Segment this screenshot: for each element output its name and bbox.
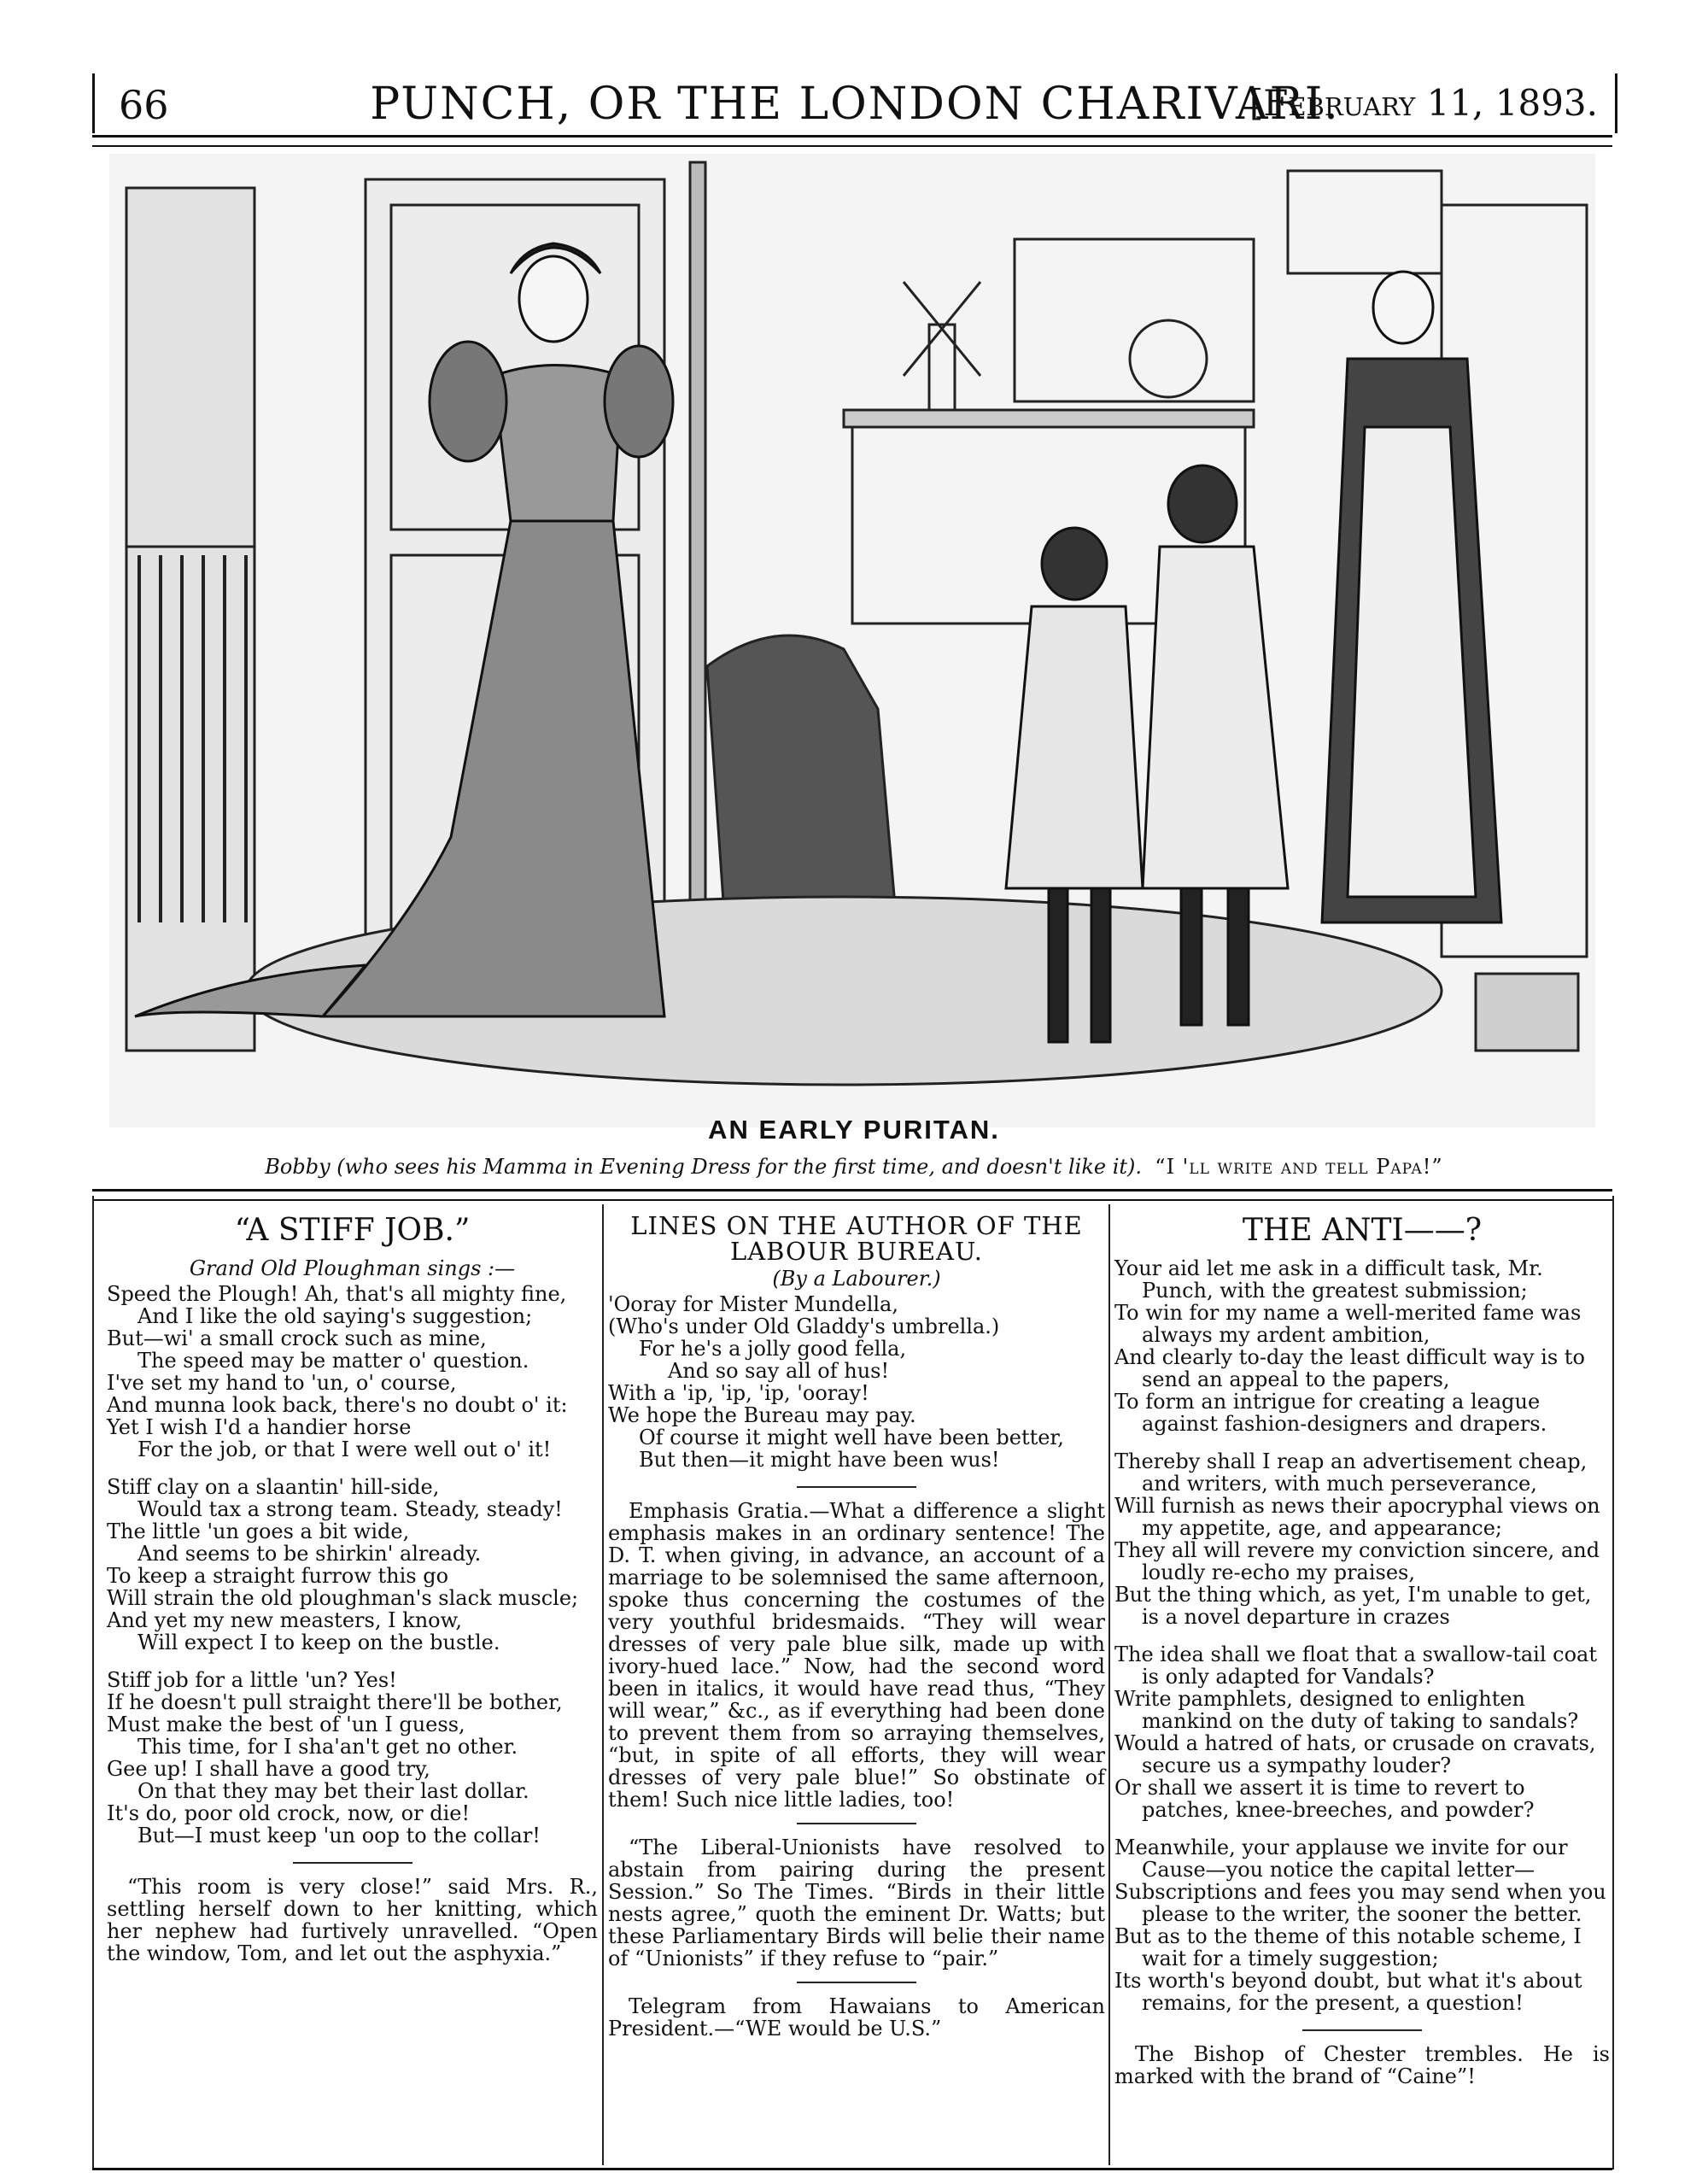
- verse-line: Will strain the old ploughman's slack muscle;: [107, 1586, 579, 1610]
- masthead: [92, 73, 1617, 133]
- page-bottom-rule: [92, 2168, 1612, 2174]
- outer-left-rule: [92, 1196, 94, 2169]
- columns-top-rule: [92, 1189, 1612, 1201]
- verse-line: I've set my hand to 'un, o' course,: [107, 1371, 457, 1395]
- stanza: [1114, 1643, 1610, 1821]
- section-separator: [1302, 2029, 1422, 2031]
- verse-line: Will expect I to keep on the bustle.: [137, 1631, 500, 1654]
- stanza: [1114, 1257, 1610, 1435]
- issue-date: [February 11, 1893.: [1249, 82, 1598, 124]
- verse-line: For he's a jolly good fella,: [639, 1337, 907, 1361]
- caption-quote: “I 'll write and tell Papa!”: [1155, 1155, 1443, 1179]
- verse-line: Meanwhile, your applause we invite for our Cause—you notice the capital letter—: [1114, 1836, 1568, 1882]
- cartoon-caption: [0, 1155, 1708, 1179]
- verse-line: Thereby shall I reap an advertisement cheap, and writers, with much perseverance,: [1114, 1449, 1588, 1496]
- verse-line: They all will revere my conviction sincere, and loudly re-echo my praises,: [1114, 1538, 1600, 1584]
- poem-subtitle: Grand Old Ploughman sings :—: [189, 1256, 516, 1280]
- verse-line: And so say all of hus!: [668, 1359, 890, 1383]
- section-separator: [293, 1862, 412, 1864]
- verse-line: Would a hatred of hats, or crusade on cravats, secure us a sympathy louder?: [1114, 1731, 1596, 1777]
- verse-line: Your aid let me ask in a difficult task, Mr. Punch, with the greatest submission;: [1114, 1256, 1543, 1303]
- verse-line: And munna look back, there's no doubt o' it:: [107, 1393, 568, 1417]
- verse-line: Gee up! I shall have a good try,: [107, 1757, 430, 1781]
- verse-line: And I like the old saying's suggestion;: [137, 1304, 533, 1328]
- verse-line: Stiff job for a little 'un? Yes!: [107, 1668, 397, 1692]
- verse-line: (Who's under Old Gladdy's umbrella.): [608, 1314, 1000, 1338]
- cartoon-illustration: [109, 154, 1595, 1127]
- anecdote-paragraph: “This room is very close!” said Mrs. R., settling herself down to her knitting, which her nephew had furtively unravelled. “Open the window, Tom, and let out the asphyxia.”: [107, 1875, 598, 1965]
- verse-line: Subscriptions and fees you may send when you please to the writer, the sooner the better.: [1114, 1880, 1606, 1926]
- poem-title-the-anti: THE ANTI——?: [1242, 1213, 1483, 1248]
- page-number: 66: [119, 82, 169, 128]
- verse-line: This time, for I sha'an't get no other.: [137, 1735, 518, 1759]
- publication-title: PUNCH, OR THE LONDON CHARIVARI.: [370, 79, 1340, 130]
- verse-line: Stiff clay on a slaantin' hill-side,: [107, 1475, 440, 1499]
- verse-line: We hope the Bureau may pay.: [608, 1403, 916, 1427]
- verse-line: Speed the Plough! Ah, that's all mighty fine,: [107, 1282, 567, 1306]
- stanza: [107, 1669, 598, 1847]
- verse-line: Must make the best of 'un I guess,: [107, 1713, 465, 1736]
- verse-line: To keep a straight furrow this go: [107, 1564, 449, 1588]
- verse-line: Yet I wish I'd a handier horse: [107, 1415, 412, 1439]
- stanza: [608, 1293, 1105, 1471]
- caption-italic: Bobby (who sees his Mamma in Evening Dress for the first time, and doesn't like it).: [265, 1155, 1143, 1179]
- verse-line: And seems to be shirkin' already.: [137, 1542, 482, 1566]
- column-rule-2: [1108, 1204, 1110, 2165]
- verse-line: And yet my new measters, I know,: [107, 1608, 462, 1632]
- section-separator: [797, 1486, 916, 1488]
- verse-line: The idea shall we float that a swallow-tail coat is only adapted for Vandals?: [1114, 1642, 1597, 1689]
- emphasis-gratia-paragraph: Emphasis Gratia.—What a difference a slight emphasis makes in an ordinary sentence! The D. T. when giving, in advance, an account of a marriage to be solemnised the same afternoon, spoke thus concerning the costumes of the very youthful bridesmaids. “They will wear dresses of very pale blue silk, made up with ivory-hued lace.” Now, had the second word been in italics, it would have read thus, “They will wear,” &c., as if everything had been done to prevent them from so arraying themselves, “but, in spite of all efforts, they will wear dresses of very pale blue!” So obstinate of them! Such nice little ladies, too!: [608, 1499, 1105, 1812]
- verse-line: Its worth's beyond doubt, but what it's about remains, for the present, a question!: [1114, 1969, 1582, 2015]
- verse-line: It's do, poor old crock, now, or die!: [107, 1801, 471, 1825]
- verse-line: But as to the theme of this notable scheme, I wait for a timely suggestion;: [1114, 1924, 1582, 1970]
- stanza: [107, 1283, 598, 1461]
- liberal-unionists-paragraph: “The Liberal-Unionists have resolved to abstain from pairing during the present Session.” So The Times. “Birds in their little nests agree,” quoth the eminent Dr. Watts; but these Parliamentary Birds will belie their name of “Unionists” if they refuse to “pair.”: [608, 1836, 1105, 1970]
- verse-line: But—wi' a small crock such as mine,: [107, 1326, 487, 1350]
- poem-title-stiff-job: “A STIFF JOB.”: [234, 1213, 471, 1248]
- verse-line: With a 'ip, 'ip, 'ip, 'ooray!: [608, 1381, 869, 1405]
- stanza: [1114, 1836, 1610, 2014]
- column-2: [608, 1213, 1105, 2040]
- verse-line: For the job, or that I were well out o' it!: [137, 1437, 552, 1461]
- verse-line: The speed may be matter o' question.: [137, 1349, 529, 1373]
- verse-line: But the thing which, as yet, I'm unable to get, is a novel departure in crazes: [1114, 1583, 1592, 1629]
- cartoon-title: AN EARLY PURITAN.: [708, 1115, 1000, 1145]
- outer-right-rule: [1612, 1196, 1614, 2169]
- verse-line: 'Ooray for Mister Mundella,: [608, 1292, 898, 1316]
- column-1: [107, 1213, 598, 1964]
- verse-line: Or shall we assert it is time to revert to patches, knee-breeches, and powder?: [1114, 1776, 1535, 1822]
- poem-title-labour-bureau: LINES ON THE AUTHOR OF THE LABOUR BUREAU.: [630, 1211, 1083, 1266]
- verse-line: And clearly to-day the least difficult way is to send an appeal to the papers,: [1114, 1345, 1585, 1391]
- verse-line: If he doesn't pull straight there'll be bother,: [107, 1690, 563, 1714]
- verse-line: To win for my name a well-merited fame was always my ardent ambition,: [1114, 1301, 1582, 1347]
- stanza: [1114, 1450, 1610, 1628]
- verse-line: But—I must keep 'un oop to the collar!: [137, 1824, 541, 1847]
- column-rule-1: [602, 1204, 604, 2165]
- poem-subtitle: (By a Labourer.): [772, 1267, 941, 1291]
- section-separator: [797, 1823, 916, 1824]
- section-separator: [797, 1982, 916, 1983]
- column-3: [1114, 1213, 1610, 2087]
- verse-line: Would tax a strong team. Steady, steady!: [137, 1497, 563, 1521]
- verse-line: Write pamphlets, designed to enlighten mankind on the duty of taking to sandals?: [1114, 1687, 1579, 1733]
- verse-line: The little 'un goes a bit wide,: [107, 1519, 410, 1543]
- stanza: [107, 1476, 598, 1654]
- verse-line: But then—it might have been wus!: [639, 1448, 1000, 1472]
- verse-line: Of course it might well have been better,: [639, 1426, 1064, 1449]
- masthead-rule: [92, 135, 1612, 147]
- verse-line: On that they may bet their last dollar.: [137, 1779, 529, 1803]
- verse-line: To form an intrigue for creating a league against fashion-designers and drapers.: [1114, 1390, 1547, 1436]
- bishop-paragraph: The Bishop of Chester trembles. He is marked with the brand of “Caine”!: [1114, 2042, 1610, 2088]
- verse-line: Will furnish as news their apocryphal views on my appetite, age, and appearance;: [1114, 1494, 1600, 1540]
- telegram-paragraph: Telegram from Hawaians to American President.—“WE would be U.S.”: [608, 1994, 1105, 2041]
